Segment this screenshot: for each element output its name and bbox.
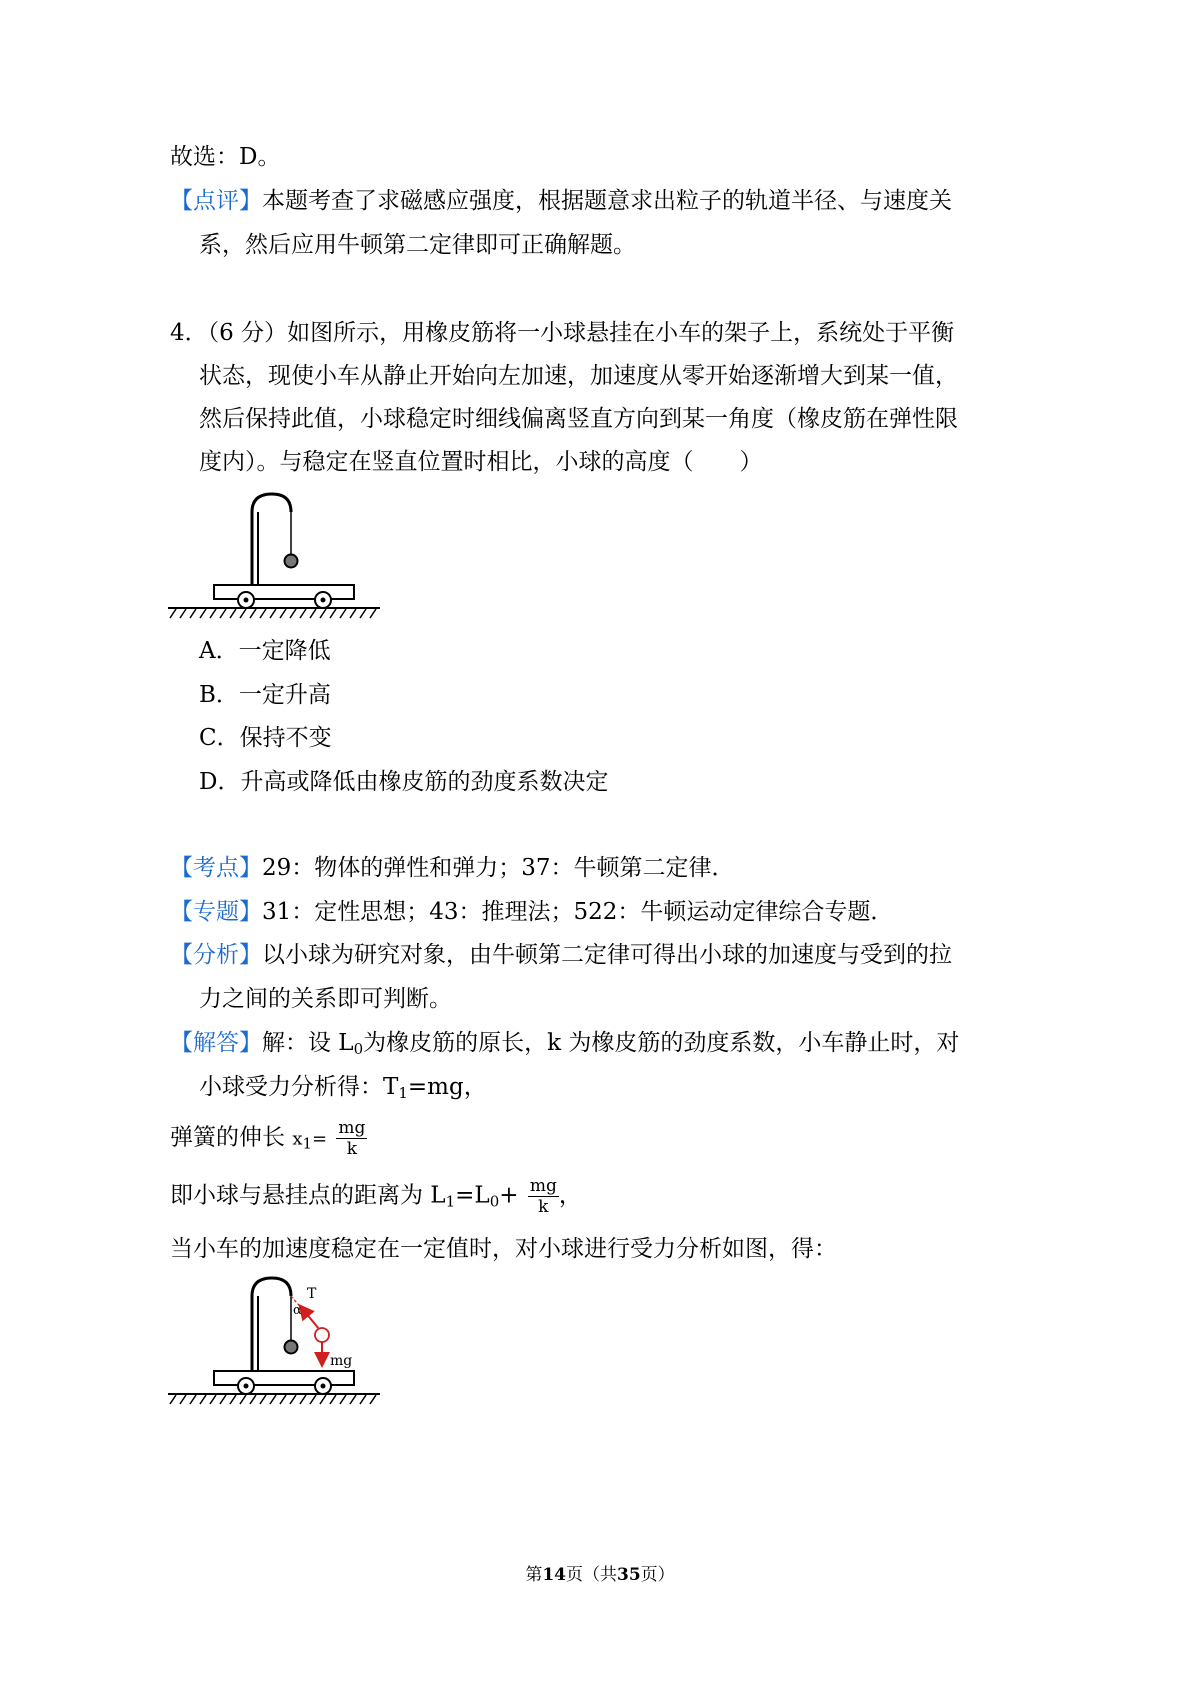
distance-sub-0: 0 (489, 1192, 500, 1211)
question-text-4: 度内）。与稳定在竖直位置时相比，小球的高度（ ） (199, 449, 763, 475)
distance-frac-den: k (538, 1197, 549, 1217)
distance-comma: ， (558, 1182, 582, 1209)
review-text-1: 本题考查了求磁感应强度，根据题意求出粒子的轨道半径、与速度关 (262, 188, 952, 214)
fenxi-tag: 【分析】 (170, 942, 262, 968)
jieda-tag: 【解答】 (170, 1030, 262, 1056)
kaodian-tag: 【考点】 (170, 855, 262, 881)
review-line-1 (170, 186, 952, 216)
jieda-text-b: 为橡皮筋的原长，k 为橡皮筋的劲度系数，小车静止时，对 (363, 1030, 960, 1056)
zhuanti-tag: 【专题】 (170, 899, 262, 925)
tension-label: T (307, 1286, 317, 1302)
conclusion-text: 故选：D。 (170, 144, 281, 170)
option-d-text: D．升高或降低由橡皮筋的劲度系数决定 (199, 769, 609, 795)
fenxi-text-2: 力之间的关系即可判断。 (199, 986, 452, 1012)
accel-line (170, 1234, 837, 1264)
stretch-eq: = (312, 1128, 328, 1150)
jieda-line2-b: =mg， (407, 1074, 487, 1100)
jieda-line2-a: 小球受力分析得：T (199, 1074, 399, 1100)
distance-fraction (528, 1176, 559, 1217)
fenxi-line-2 (199, 984, 452, 1014)
page-footer (0, 1560, 1200, 1585)
question-line-1 (170, 318, 954, 348)
jieda-line-2 (199, 1072, 487, 1108)
footer-total-pages: 35 (617, 1565, 641, 1585)
stretch-fraction (336, 1118, 367, 1159)
review-line-2 (199, 230, 636, 260)
zhuanti-line (170, 897, 893, 927)
jieda-line2-sub: 1 (398, 1084, 408, 1102)
jieda-line-1 (170, 1028, 959, 1064)
review-tag: 【点评】 (170, 188, 262, 214)
kaodian-line (170, 853, 735, 883)
option-c (199, 723, 332, 753)
review-text-2: 系，然后应用牛顿第二定律即可正确解题。 (199, 232, 636, 258)
distance-line (170, 1176, 582, 1217)
accel-text: 当小车的加速度稳定在一定值时，对小球进行受力分析如图，得： (170, 1236, 837, 1262)
fenxi-line-1 (170, 940, 952, 970)
distance-text: 即小球与悬挂点的距离为 L (170, 1182, 446, 1209)
option-b-text: B．一定升高 (199, 682, 331, 708)
option-a-text: A．一定降低 (199, 638, 331, 664)
question-line-2 (199, 361, 958, 391)
stretch-x: x (292, 1128, 303, 1150)
footer-pre: 第 (525, 1565, 543, 1585)
cart-figure-2 (166, 1268, 386, 1408)
option-b (199, 680, 331, 710)
angle-label: α (293, 1303, 302, 1318)
question-line-4 (199, 447, 763, 477)
zhuanti-text: 31：定性思想；43：推理法；522：牛顿运动定律综合专题． (262, 899, 894, 925)
stretch-line (170, 1118, 367, 1159)
footer-post: 页） (640, 1565, 675, 1585)
stretch-sub: 1 (302, 1134, 313, 1153)
distance-sub-1: 1 (445, 1192, 456, 1211)
weight-label: mg (330, 1353, 353, 1369)
cart-figure-1 (166, 490, 386, 620)
stretch-frac-den: k (346, 1139, 358, 1159)
question-line-3 (199, 404, 958, 434)
option-c-text: C．保持不变 (199, 725, 332, 751)
distance-eq: =L (455, 1182, 490, 1209)
question-text-2: 状态，现使小车从静止开始向左加速，加速度从零开始逐渐增大到某一值， (199, 363, 958, 389)
stretch-text: 弹簧的伸长 (170, 1124, 285, 1151)
footer-mid: 页（共 (566, 1565, 617, 1585)
option-d (199, 767, 608, 797)
question-text-1: 4．（6 分）如图所示，用橡皮筋将一小球悬挂在小车的架子上，系统处于平衡 (170, 320, 955, 346)
jieda-text-a: 解：设 L (262, 1030, 354, 1056)
stretch-frac-num: mg (338, 1118, 366, 1138)
distance-plus: + (499, 1182, 519, 1209)
distance-frac-num: mg (529, 1176, 557, 1196)
conclusion-line (170, 142, 280, 172)
jieda-sub-0: 0 (353, 1040, 364, 1058)
footer-page-number: 14 (542, 1565, 566, 1585)
question-text-3: 然后保持此值，小球稳定时细线偏离竖直方向到某一角度（橡皮筋在弹性限 (199, 406, 958, 432)
fenxi-text-1: 以小球为研究对象，由牛顿第二定律可得出小球的加速度与受到的拉 (262, 942, 952, 968)
kaodian-text: 29：物体的弹性和弹力；37：牛顿第二定律． (262, 855, 735, 881)
option-a (199, 636, 331, 666)
